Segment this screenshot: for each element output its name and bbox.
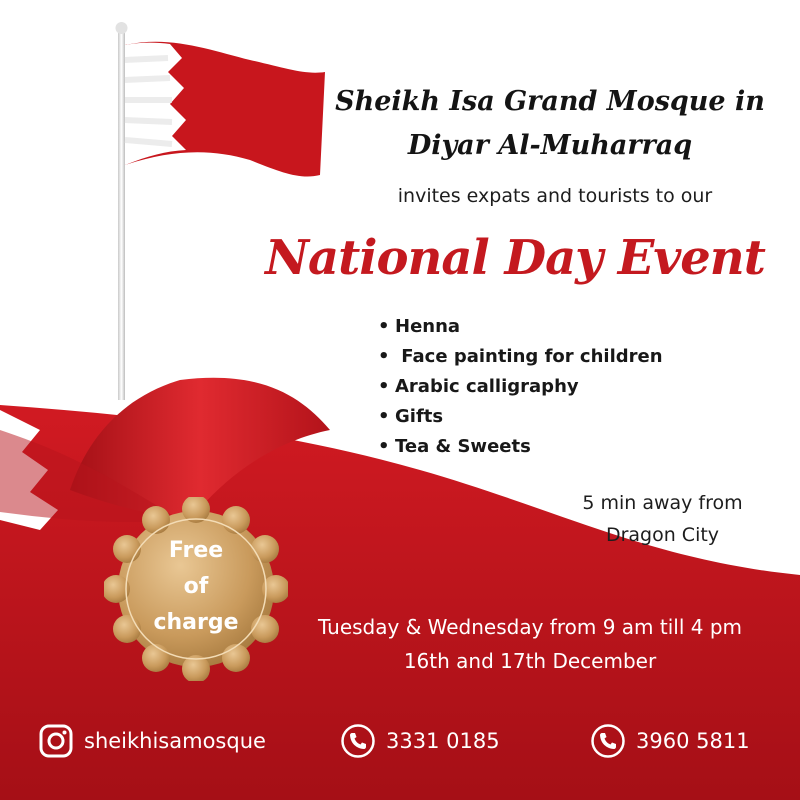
schedule-days: Tuesday & Wednesday from 9 am till 4 pm [317, 615, 743, 639]
bullet: • [378, 406, 390, 427]
instagram-contact[interactable] [38, 721, 266, 761]
badge-line-3: charge [153, 610, 239, 635]
activity-label: Arabic calligraphy [395, 376, 579, 397]
organizer-line-1: Sheikh Isa Grand Mosque in [335, 86, 765, 117]
list-item [378, 312, 663, 342]
list-item [378, 402, 663, 432]
activity-label: Gifts [395, 406, 444, 427]
invitation-text: invites expats and tourists to our [397, 185, 713, 207]
activities-list [378, 312, 663, 462]
activity-label: Face painting for children [401, 346, 663, 367]
location-note [545, 487, 780, 551]
organizer-line-2: Diyar Al-Muharraq [407, 130, 693, 161]
free-badge [104, 497, 288, 681]
phone-icon [340, 723, 376, 759]
list-item [378, 432, 663, 462]
bullet: • [378, 316, 390, 337]
phone-number: 3960 5811 [636, 729, 750, 753]
schedule-dates: 16th and 17th December [403, 649, 657, 673]
phone-contact-1[interactable] [340, 721, 500, 761]
bullet: • [378, 436, 390, 457]
activity-label: Henna [395, 316, 461, 337]
instagram-icon [38, 723, 74, 759]
badge-text [104, 533, 288, 641]
phone-number: 3331 0185 [386, 729, 500, 753]
list-item [378, 342, 663, 372]
event-name: National Day Event [265, 230, 765, 286]
phone-contact-2[interactable] [590, 721, 750, 761]
bullet: • [378, 376, 390, 397]
instagram-handle: sheikhisamosque [84, 729, 266, 753]
bullet: • [378, 346, 390, 367]
badge-line-2: of [183, 574, 209, 599]
badge-line-1: Free [168, 538, 224, 563]
flag-pole-icon [118, 30, 125, 400]
activity-label: Tea & Sweets [395, 436, 531, 457]
location-line-1: 5 min away from [582, 492, 743, 514]
list-item [378, 372, 663, 402]
phone-icon [590, 723, 626, 759]
location-line-2: Dragon City [605, 524, 720, 546]
